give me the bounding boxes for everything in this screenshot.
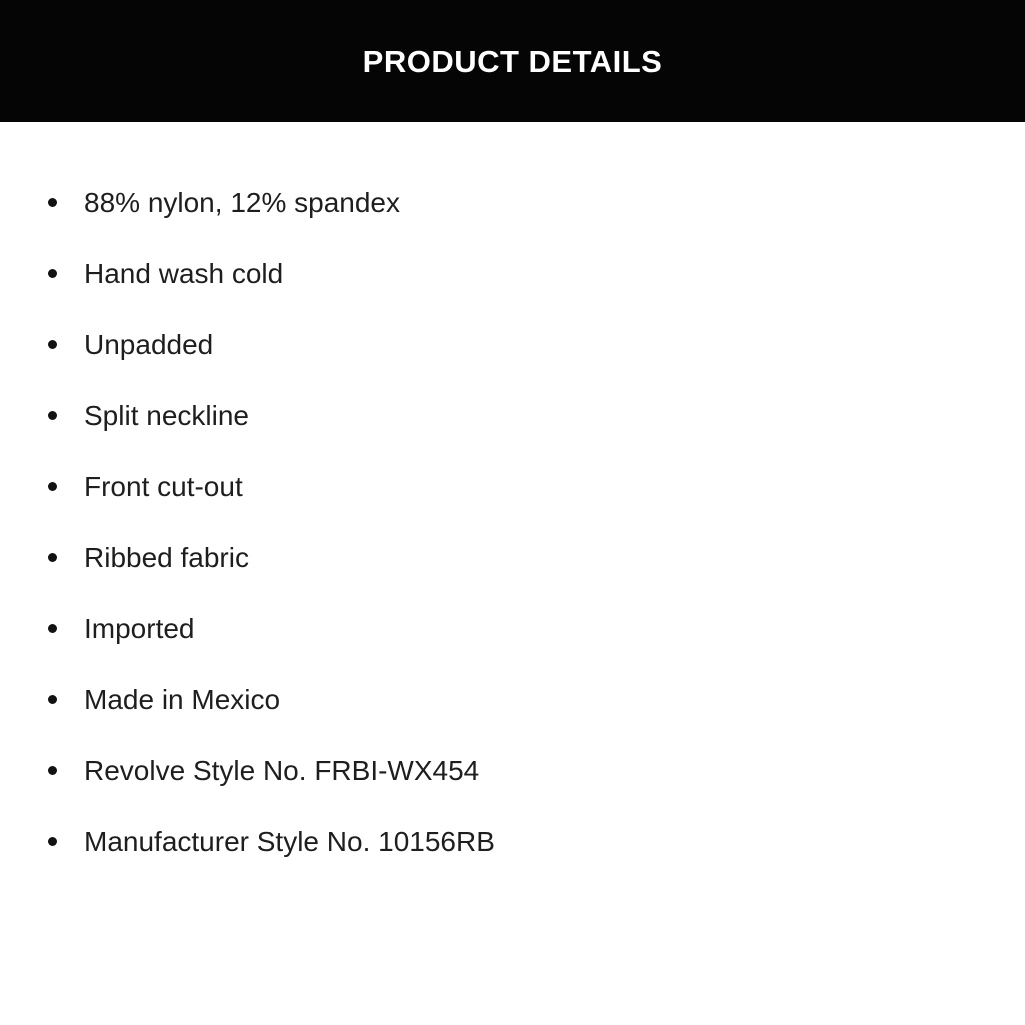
list-item-text: Hand wash cold — [84, 257, 284, 289]
bullet-icon — [48, 482, 57, 491]
bullet-icon — [48, 695, 57, 704]
list-item — [0, 309, 1025, 380]
list-item-text: 88% nylon, 12% spandex — [84, 186, 400, 218]
page-title: PRODUCT DETAILS — [362, 43, 663, 79]
list-item — [0, 451, 1025, 522]
list-item — [0, 522, 1025, 593]
product-details-header — [0, 0, 1025, 122]
list-item — [0, 238, 1025, 309]
list-item — [0, 167, 1025, 238]
list-item-text: Ribbed fabric — [84, 541, 249, 573]
list-item-text: Manufacturer Style No. 10156RB — [84, 825, 495, 857]
bullet-icon — [48, 340, 57, 349]
list-item-text: Imported — [84, 612, 195, 644]
list-item — [0, 735, 1025, 806]
list-item — [0, 593, 1025, 664]
bullet-icon — [48, 553, 57, 562]
list-item-text: Made in Mexico — [84, 683, 281, 715]
bullet-icon — [48, 198, 57, 207]
list-item-text: Split neckline — [84, 399, 249, 431]
bullet-icon — [48, 624, 57, 633]
list-item-text: Unpadded — [84, 328, 214, 360]
list-item — [0, 664, 1025, 735]
product-details-list — [0, 122, 1025, 877]
list-item-text: Front cut-out — [84, 470, 243, 502]
bullet-icon — [48, 837, 57, 846]
list-item — [0, 806, 1025, 877]
bullet-icon — [48, 269, 57, 278]
list-item — [0, 380, 1025, 451]
bullet-icon — [48, 411, 57, 420]
bullet-icon — [48, 766, 57, 775]
list-item-text: Revolve Style No. FRBI-WX454 — [84, 754, 480, 786]
